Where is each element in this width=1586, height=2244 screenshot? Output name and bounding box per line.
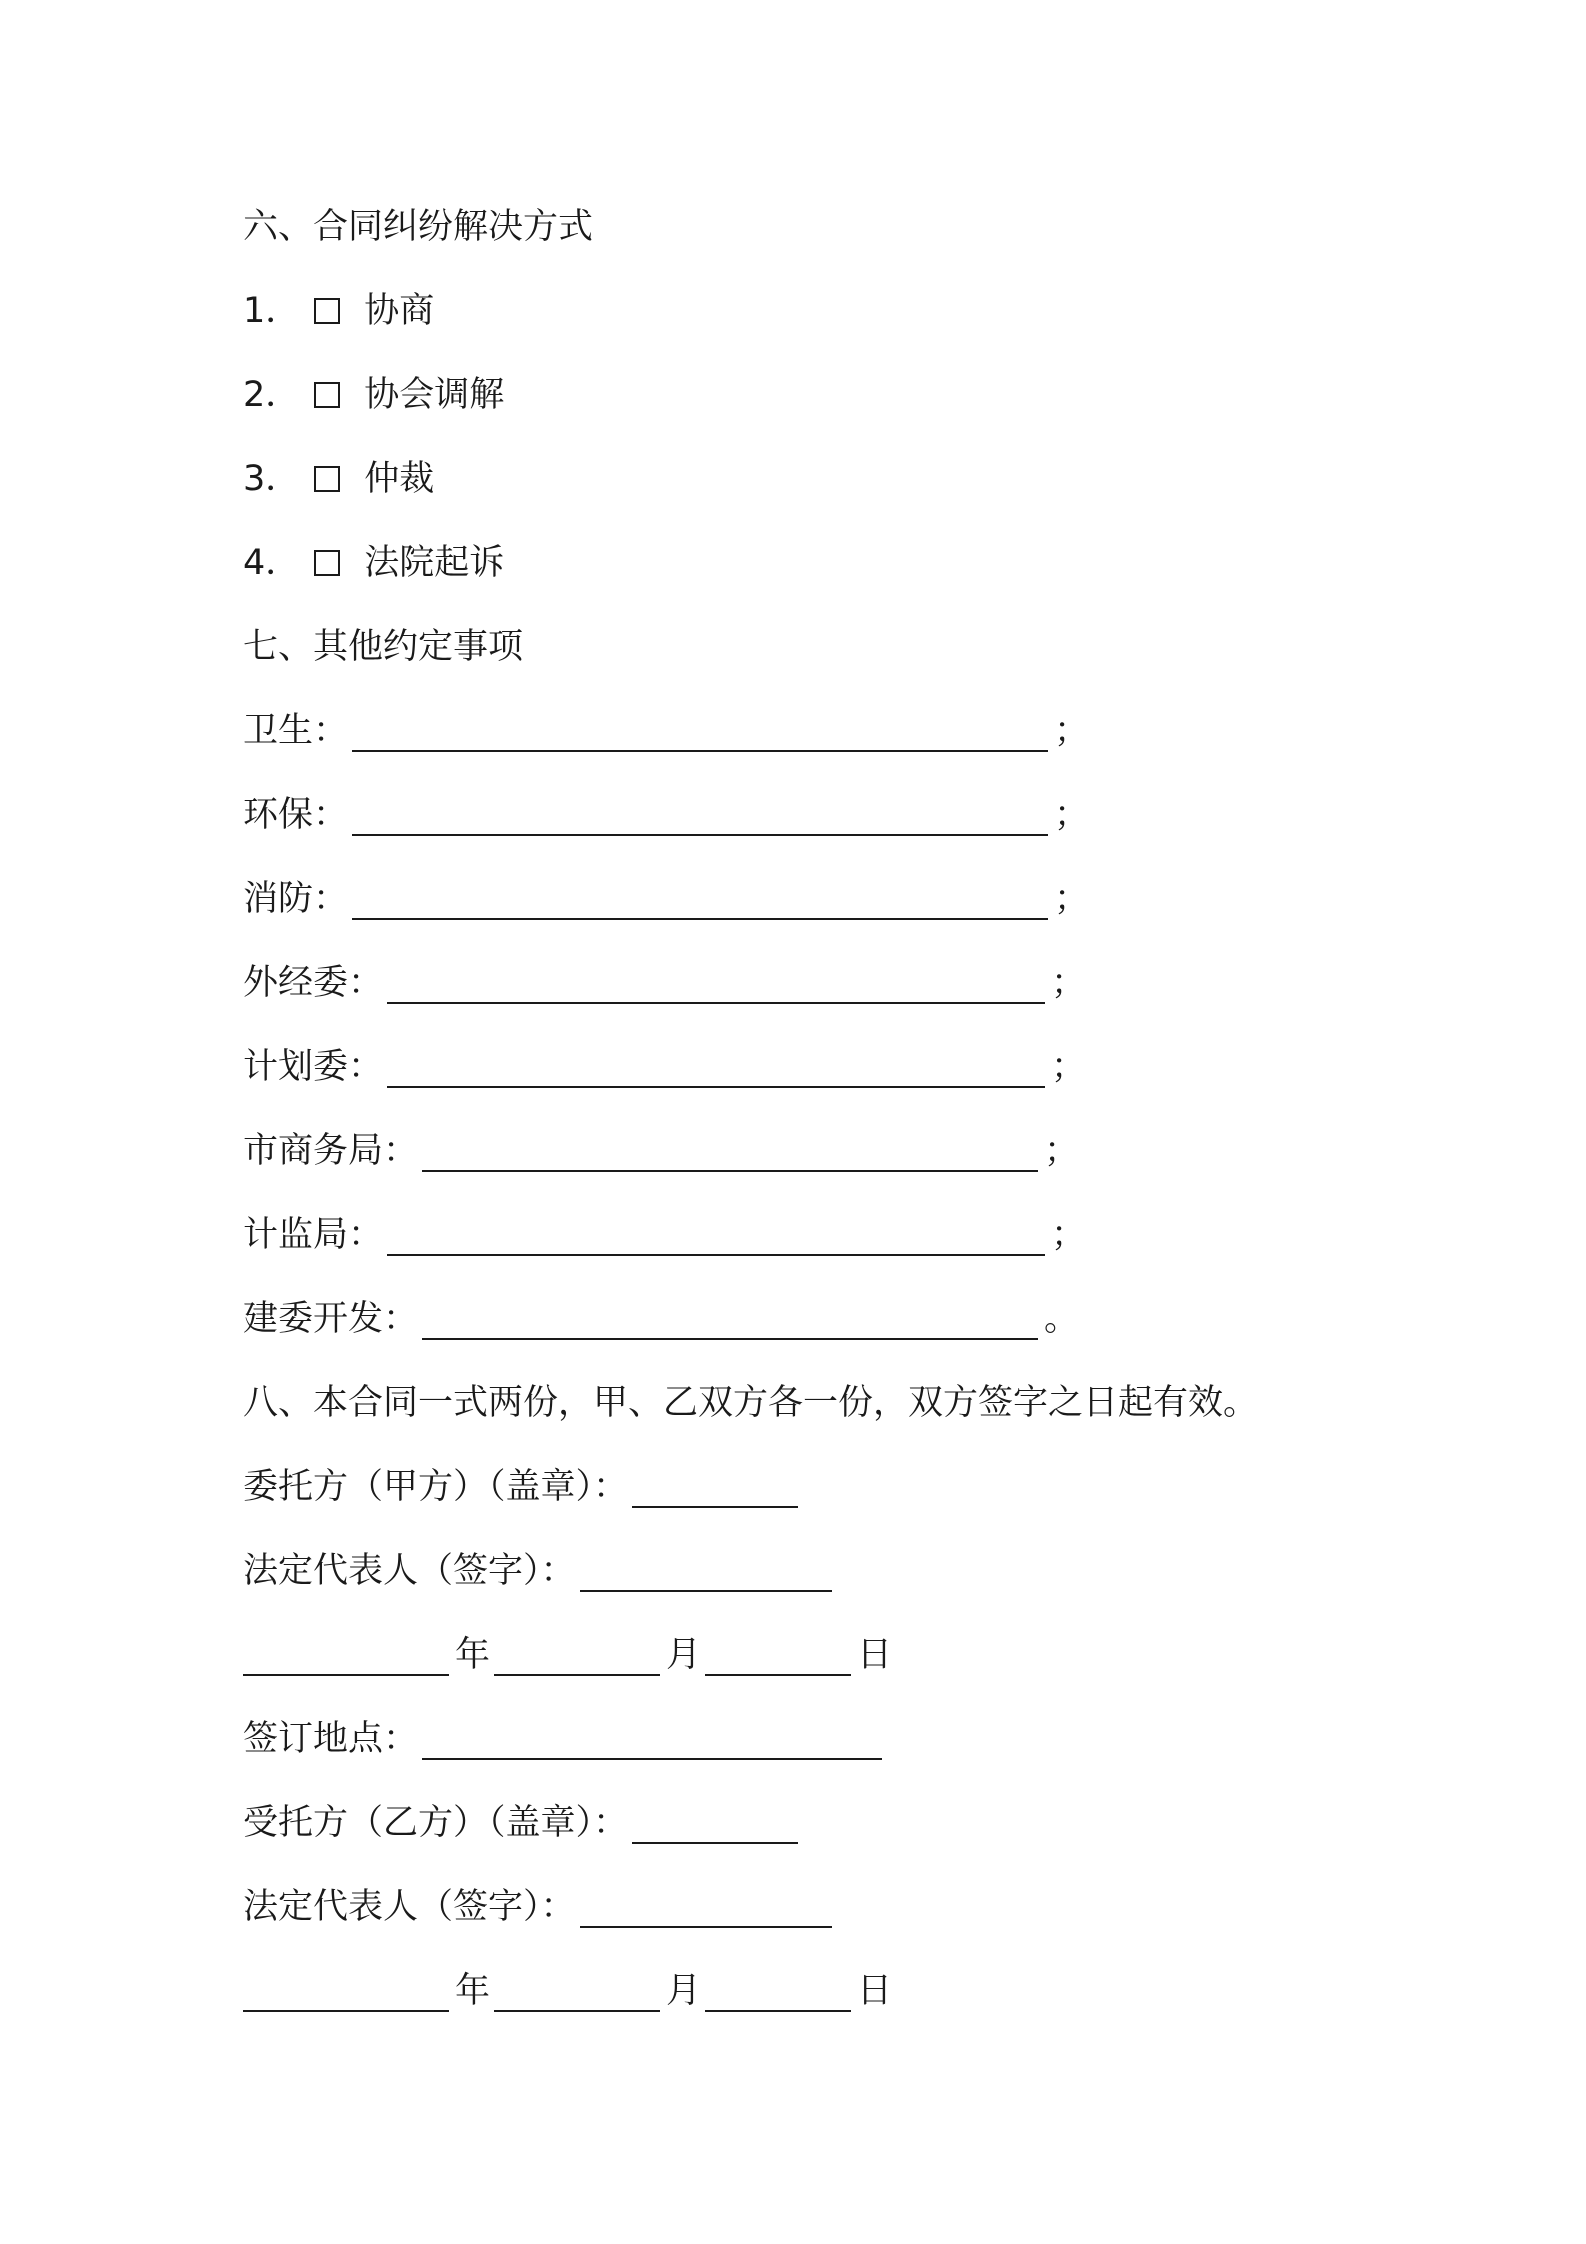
year-blank[interactable] (243, 1970, 449, 2012)
fill-blank[interactable] (352, 710, 1048, 752)
field-label: 卫生： (243, 711, 349, 751)
section-6-heading: 六、合同纠纷解决方式 (243, 207, 594, 247)
field-label: 环保： (243, 795, 349, 835)
field-environment (243, 790, 1089, 840)
checkbox-association-mediation[interactable] (314, 382, 340, 408)
option-number: 3． (243, 459, 301, 499)
signing-place (243, 1714, 888, 1764)
option-number: 4． (243, 543, 301, 583)
option-label: 仲裁 (364, 459, 435, 499)
fill-blank[interactable] (580, 1886, 832, 1928)
fill-blank[interactable] (422, 1130, 1038, 1172)
checkbox-court[interactable] (314, 550, 340, 576)
option-label: 协会调解 (364, 375, 505, 415)
option-court (243, 538, 504, 588)
fill-blank[interactable] (387, 962, 1045, 1004)
field-end: ； (1044, 1131, 1080, 1171)
field-foreign-trade (243, 958, 1086, 1008)
fill-blank[interactable] (422, 1298, 1038, 1340)
party-a-seal (243, 1462, 804, 1512)
field-label: 计划委： (243, 1047, 384, 1087)
option-number: 2． (243, 375, 301, 415)
field-end: ； (1054, 879, 1090, 919)
party-b-seal (243, 1798, 804, 1848)
fill-blank[interactable] (422, 1718, 882, 1760)
fill-blank[interactable] (580, 1550, 832, 1592)
year-label: 年 (455, 1971, 491, 2011)
year-label: 年 (455, 1635, 491, 1675)
field-hygiene (243, 706, 1089, 756)
day-label: 日 (857, 1971, 893, 2011)
section-8-text: 八、本合同一式两份，甲、乙双方各一份，双方签字之日起有效。 (243, 1383, 1259, 1423)
checkbox-negotiation[interactable] (314, 298, 340, 324)
field-end: 。 (1044, 1299, 1080, 1339)
checkbox-arbitration[interactable] (314, 466, 340, 492)
month-blank[interactable] (494, 1970, 660, 2012)
field-label: 外经委： (243, 963, 384, 1003)
option-label: 协商 (364, 291, 435, 331)
month-label: 月 (666, 1971, 702, 2011)
field-planning (243, 1042, 1086, 1092)
fill-blank[interactable] (352, 878, 1048, 920)
field-label: 计监局： (243, 1215, 384, 1255)
fill-blank[interactable] (387, 1046, 1045, 1088)
party-a-rep-label: 法定代表人（签字）： (243, 1551, 576, 1591)
option-arbitration (243, 454, 434, 504)
field-label: 市商务局： (243, 1131, 419, 1171)
party-b-date (243, 1966, 892, 2016)
field-end: ； (1051, 963, 1087, 1003)
month-label: 月 (666, 1635, 702, 1675)
party-b-seal-label: 受托方（乙方）（盖章）： (243, 1803, 629, 1843)
month-blank[interactable] (494, 1634, 660, 1676)
field-construction (243, 1294, 1079, 1344)
party-b-rep-label: 法定代表人（签字）： (243, 1887, 576, 1927)
party-a-seal-label: 委托方（甲方）（盖章）： (243, 1467, 629, 1507)
field-supervision-bureau (243, 1210, 1086, 1260)
field-label: 消防： (243, 879, 349, 919)
option-association-mediation (243, 370, 504, 420)
day-label: 日 (857, 1635, 893, 1675)
field-end: ； (1051, 1047, 1087, 1087)
field-end: ； (1054, 795, 1090, 835)
field-end: ； (1051, 1215, 1087, 1255)
field-label: 建委开发： (243, 1299, 419, 1339)
day-blank[interactable] (705, 1634, 851, 1676)
fill-blank[interactable] (632, 1466, 798, 1508)
field-fire (243, 874, 1089, 924)
fill-blank[interactable] (387, 1214, 1045, 1256)
party-a-representative (243, 1546, 838, 1596)
party-b-representative (243, 1882, 838, 1932)
year-blank[interactable] (243, 1634, 449, 1676)
fill-blank[interactable] (632, 1802, 798, 1844)
field-commerce-bureau (243, 1126, 1079, 1176)
party-a-date (243, 1630, 892, 1680)
fill-blank[interactable] (352, 794, 1048, 836)
signing-place-label: 签订地点： (243, 1719, 419, 1759)
section-7-heading: 七、其他约定事项 (243, 627, 524, 667)
option-number: 1． (243, 291, 301, 331)
day-blank[interactable] (705, 1970, 851, 2012)
option-label: 法院起诉 (364, 543, 505, 583)
field-end: ； (1054, 711, 1090, 751)
option-negotiation (243, 286, 434, 336)
